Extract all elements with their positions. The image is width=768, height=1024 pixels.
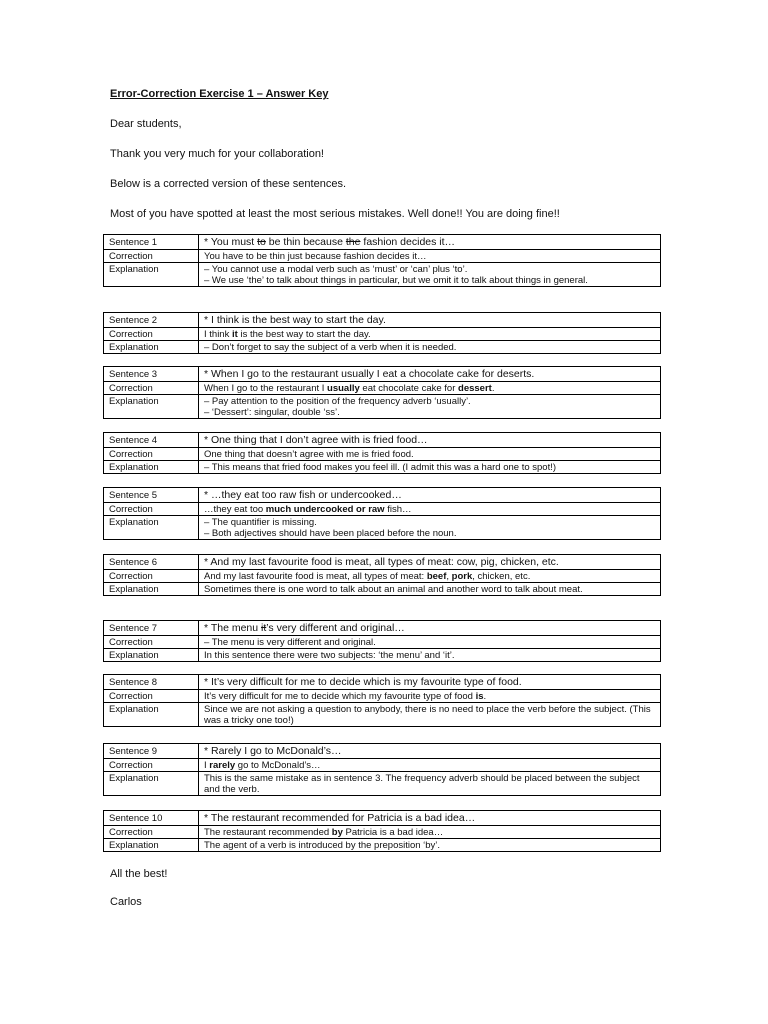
correction-label: Correction (104, 636, 199, 649)
explanation-label: Explanation (104, 703, 199, 727)
text-run: . (491, 383, 495, 394)
sentence-label: Sentence 7 (104, 621, 199, 636)
correction-label: Correction (104, 448, 199, 461)
sentence-row (104, 433, 661, 448)
explanation-row (104, 263, 661, 287)
text-run: * You must (204, 236, 258, 248)
explanation-row (104, 583, 661, 596)
correction-text (199, 382, 661, 395)
correction-text (199, 690, 661, 703)
sentence-table-3 (103, 366, 661, 419)
text-run: – ‘Dessert’: singular, double ‘ss’. (204, 407, 340, 418)
explanation-label: Explanation (104, 772, 199, 796)
correction-text (199, 570, 661, 583)
sentence-text (199, 555, 661, 570)
text-run: is the best way to start the day. (237, 329, 371, 340)
correction-label: Correction (104, 503, 199, 516)
closing: All the best! (110, 868, 168, 880)
correction-row (104, 826, 661, 839)
intro-thanks: Thank you very much for your collaboration! (110, 148, 324, 160)
correction-row (104, 503, 661, 516)
text-run: – You cannot use a modal verb such as ‘must’ or ‘can’ plus ‘to’. (204, 264, 468, 275)
greeting: Dear students, (110, 118, 182, 130)
sentence-text (199, 744, 661, 759)
explanation-text (199, 649, 661, 662)
correction-row (104, 448, 661, 461)
correction-row (104, 328, 661, 341)
sentence-label: Sentence 5 (104, 488, 199, 503)
text-run: The restaurant recommended (204, 827, 332, 838)
explanation-label: Explanation (104, 461, 199, 474)
text-run: , (446, 571, 452, 582)
sentence-row (104, 621, 661, 636)
correction-text (199, 503, 661, 516)
sentence-label: Sentence 8 (104, 675, 199, 690)
text-run: – We use ‘the’ to talk about things in particular, but we omit it to talk about things in general. (204, 275, 588, 286)
sentence-text (199, 313, 661, 328)
correction-row (104, 570, 661, 583)
text-run: Patricia is a bad idea… (342, 827, 444, 838)
explanation-row (104, 341, 661, 354)
intro-corrected: Below is a corrected version of these sentences. (110, 178, 347, 190)
explanation-row (104, 516, 661, 540)
sentence-row (104, 744, 661, 759)
explanation-text (199, 341, 661, 354)
explanation-label: Explanation (104, 839, 199, 852)
explanation-text (199, 263, 661, 287)
text-run: fish… (384, 504, 412, 515)
text-run: I think (204, 329, 232, 340)
explanation-row (104, 772, 661, 796)
intro-well-done: Most of you have spotted at least the most serious mistakes. Well done!! You are doing fine!! (110, 208, 560, 220)
explanation-row (104, 395, 661, 419)
text-run: * …they eat too raw fish or undercooked… (204, 489, 402, 501)
sentence-label: Sentence 9 (104, 744, 199, 759)
text-run: – This means that fried food makes you feel ill. (I admit this was a hard one to spot!) (204, 462, 557, 473)
sentence-row (104, 235, 661, 250)
sentence-table-10 (103, 810, 661, 852)
text-run: * When I go to the restaurant usually I eat a chocolate cake for deserts. (204, 368, 535, 380)
text-run: Sometimes there is one word to talk about an animal and another word to talk about meat. (204, 584, 583, 595)
text-run: go to McDonald’s… (235, 760, 321, 771)
sentence-label: Sentence 2 (104, 313, 199, 328)
correction-text (199, 636, 661, 649)
correction-text (199, 250, 661, 263)
sentence-row (104, 555, 661, 570)
text-run: * The restaurant recommended for Patricia is a bad idea… (204, 812, 476, 824)
explanation-text (199, 461, 661, 474)
correction-row (104, 759, 661, 772)
sentence-label: Sentence 10 (104, 811, 199, 826)
sentence-table-5 (103, 487, 661, 540)
bold-correction: rarely (209, 760, 236, 771)
text-run: fashion decides it… (360, 236, 456, 248)
sentence-table-4 (103, 432, 661, 474)
correction-row (104, 250, 661, 263)
correction-row (104, 636, 661, 649)
sentence-text (199, 433, 661, 448)
text-run: The agent of a verb is introduced by the preposition ‘by’. (204, 840, 441, 851)
struck-word: it (261, 622, 267, 634)
bold-correction: is (475, 691, 484, 702)
bold-correction: beef (426, 571, 447, 582)
explanation-label: Explanation (104, 649, 199, 662)
text-run: In this sentence there were two subjects: ‘the menu’ and ‘it’. (204, 650, 455, 661)
text-run: – Don’t forget to say the subject of a verb when it is needed. (204, 342, 457, 353)
sentence-label: Sentence 3 (104, 367, 199, 382)
explanation-text (199, 703, 661, 727)
bold-correction: much undercooked or raw (265, 504, 385, 515)
bold-correction: it (232, 329, 238, 340)
correction-label: Correction (104, 328, 199, 341)
text-run: – Both adjectives should have been placed before the noun. (204, 528, 457, 539)
explanation-row (104, 703, 661, 727)
explanation-row (104, 649, 661, 662)
text-run: , chicken, etc. (472, 571, 531, 582)
sentence-row (104, 313, 661, 328)
text-run: One thing that doesn’t agree with me is fried food. (204, 449, 414, 460)
bold-correction: by (331, 827, 343, 838)
text-run: eat chocolate cake for (359, 383, 459, 394)
sentence-label: Sentence 4 (104, 433, 199, 448)
sentence-text (199, 367, 661, 382)
text-run: * One thing that I don’t agree with is fried food… (204, 434, 428, 446)
correction-label: Correction (104, 690, 199, 703)
correction-label: Correction (104, 826, 199, 839)
sentence-row (104, 488, 661, 503)
correction-label: Correction (104, 382, 199, 395)
text-run: Since we are not asking a question to anybody, there is no need to place the verb before the subject. (This was a tricky one too!) (204, 704, 651, 726)
explanation-text (199, 772, 661, 796)
sentence-table-7 (103, 620, 661, 662)
explanation-label: Explanation (104, 583, 199, 596)
signature: Carlos (110, 896, 142, 908)
bold-correction: usually (327, 383, 360, 394)
text-run: – The menu is very different and original. (204, 637, 376, 648)
sentence-row (104, 367, 661, 382)
text-run: This is the same mistake as in sentence 3. The frequency adverb should be placed between the subject and the verb. (204, 773, 640, 795)
sentence-table-6 (103, 554, 661, 596)
explanation-label: Explanation (104, 263, 199, 287)
struck-word: the (345, 236, 361, 248)
correction-label: Correction (104, 570, 199, 583)
explanation-text (199, 839, 661, 852)
sentence-text (199, 675, 661, 690)
sentence-text (199, 488, 661, 503)
text-run: . (483, 691, 487, 702)
sentence-table-2 (103, 312, 661, 354)
text-run: * It’s very difficult for me to decide which is my favourite type of food. (204, 676, 522, 688)
correction-row (104, 690, 661, 703)
text-run: * And my last favourite food is meat, all types of meat: cow, pig, chicken, etc. (204, 556, 559, 568)
sentence-row (104, 675, 661, 690)
text-run: When I go to the restaurant I (204, 383, 328, 394)
explanation-row (104, 839, 661, 852)
correction-text (199, 328, 661, 341)
correction-text (199, 826, 661, 839)
text-run: * The menu (204, 622, 262, 634)
bold-correction: pork (451, 571, 473, 582)
explanation-text (199, 395, 661, 419)
sentence-label: Sentence 1 (104, 235, 199, 250)
text-run: ’s very different and original… (266, 622, 405, 634)
text-run: You have to be thin just because fashion decides it… (204, 251, 427, 262)
sentence-text (199, 811, 661, 826)
sentence-text (199, 621, 661, 636)
explanation-text (199, 516, 661, 540)
sentence-text (199, 235, 661, 250)
explanation-row (104, 461, 661, 474)
sentence-table-1 (103, 234, 661, 287)
text-run: – Pay attention to the position of the frequency adverb ‘usually’. (204, 396, 471, 407)
explanation-label: Explanation (104, 516, 199, 540)
explanation-label: Explanation (104, 395, 199, 419)
correction-label: Correction (104, 250, 199, 263)
struck-word: to (257, 236, 266, 248)
sentence-label: Sentence 6 (104, 555, 199, 570)
page-title: Error-Correction Exercise 1 – Answer Key (110, 88, 329, 100)
text-run: * Rarely I go to McDonald’s… (204, 745, 342, 757)
explanation-text (199, 583, 661, 596)
correction-text (199, 448, 661, 461)
text-run: And my last favourite food is meat, all types of meat: (204, 571, 427, 582)
correction-row (104, 382, 661, 395)
sentence-row (104, 811, 661, 826)
text-run: …they eat too (204, 504, 266, 515)
text-run: – The quantifier is missing. (204, 517, 317, 528)
explanation-label: Explanation (104, 341, 199, 354)
text-run: * I think is the best way to start the day. (204, 314, 386, 326)
text-run: It’s very difficult for me to decide which my favourite type of food (204, 691, 476, 702)
correction-label: Correction (104, 759, 199, 772)
text-run: I (204, 760, 210, 771)
bold-correction: dessert (458, 383, 492, 394)
sentence-table-8 (103, 674, 661, 727)
sentence-table-9 (103, 743, 661, 796)
correction-text (199, 759, 661, 772)
text-run: be thin because (265, 236, 346, 248)
